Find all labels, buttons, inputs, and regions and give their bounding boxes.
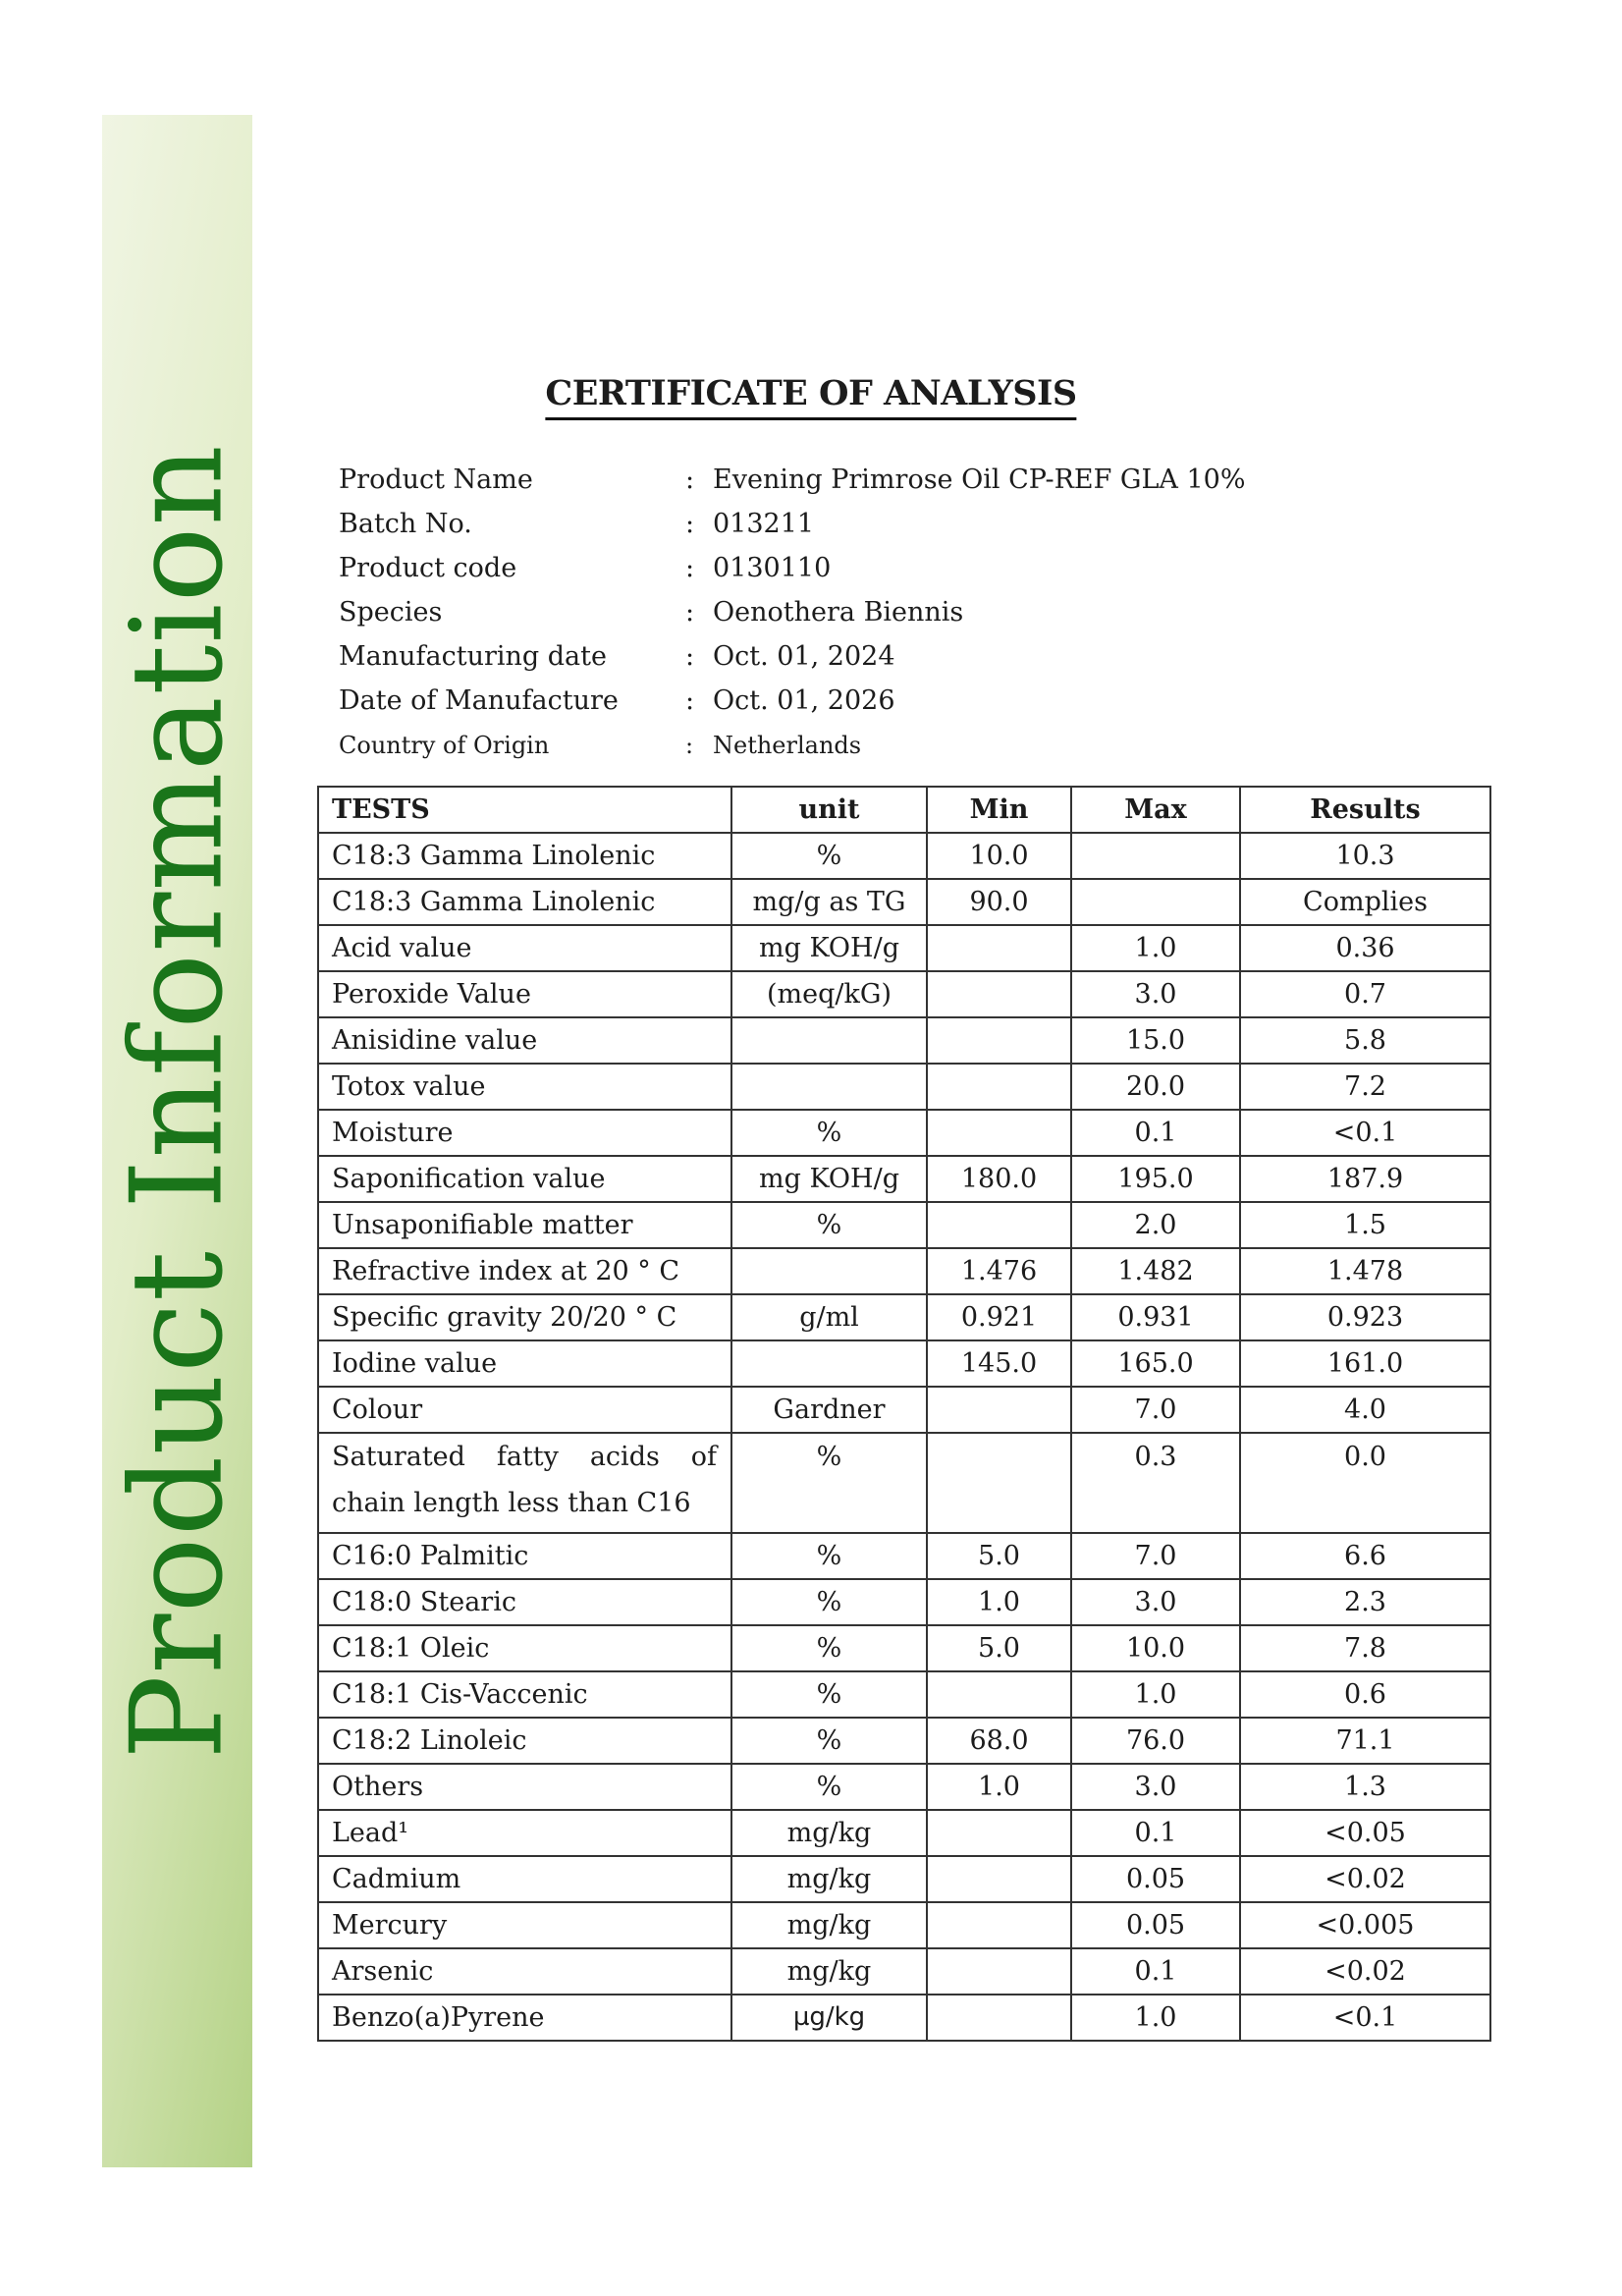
cell-test: Others xyxy=(318,1764,731,1810)
cell-max: 0.3 xyxy=(1071,1433,1240,1533)
cell-min xyxy=(927,1110,1071,1156)
product-info-label: Species xyxy=(339,597,443,628)
cell-max: 0.05 xyxy=(1071,1902,1240,1948)
header-results: Results xyxy=(1240,787,1490,833)
cell-max: 0.1 xyxy=(1071,1948,1240,1995)
table-row xyxy=(318,1064,1490,1110)
table-row xyxy=(318,879,1490,925)
cell-min xyxy=(927,1017,1071,1064)
cell-min xyxy=(927,1671,1071,1718)
cell-min xyxy=(927,1064,1071,1110)
cell-test: C16:0 Palmitic xyxy=(318,1533,731,1579)
cell-test: Unsaponifiable matter xyxy=(318,1202,731,1248)
cell-unit xyxy=(731,1248,927,1294)
cell-unit: % xyxy=(731,1433,927,1533)
cell-unit: mg KOH/g xyxy=(731,925,927,971)
cell-max: 10.0 xyxy=(1071,1625,1240,1671)
product-info-label: Product code xyxy=(339,553,517,583)
cell-results: 1.5 xyxy=(1240,1202,1490,1248)
coa-table xyxy=(317,786,1491,2042)
cell-test: C18:3 Gamma Linolenic xyxy=(318,833,731,879)
product-info-value: Oenothera Biennis xyxy=(713,597,964,628)
cell-min xyxy=(927,925,1071,971)
cell-results: 10.3 xyxy=(1240,833,1490,879)
product-info-row xyxy=(339,458,1246,502)
cell-max: 20.0 xyxy=(1071,1064,1240,1110)
cell-unit: mg/g as TG xyxy=(731,879,927,925)
cell-test: Iodine value xyxy=(318,1340,731,1387)
cell-test: Benzo(a)Pyrene xyxy=(318,1995,731,2041)
header-unit: unit xyxy=(731,787,927,833)
product-info xyxy=(339,458,1246,767)
cell-min: 5.0 xyxy=(927,1533,1071,1579)
cell-test: Specific gravity 20/20 ° C xyxy=(318,1294,731,1340)
cell-unit: % xyxy=(731,1764,927,1810)
product-information-banner xyxy=(102,115,252,2167)
cell-test: C18:1 Cis-Vaccenic xyxy=(318,1671,731,1718)
table-row xyxy=(318,925,1490,971)
product-info-value: Oct. 01, 2026 xyxy=(713,685,895,716)
cell-min: 1.0 xyxy=(927,1764,1071,1810)
cell-results: Complies xyxy=(1240,879,1490,925)
table-row xyxy=(318,1671,1490,1718)
table-row xyxy=(318,1718,1490,1764)
table-header-row xyxy=(318,787,1490,833)
cell-test: Peroxide Value xyxy=(318,971,731,1017)
table-row xyxy=(318,1340,1490,1387)
product-info-row xyxy=(339,634,1246,679)
colon-separator: : xyxy=(685,509,695,539)
cell-results: 0.923 xyxy=(1240,1294,1490,1340)
colon-separator: : xyxy=(685,597,695,628)
table-row xyxy=(318,971,1490,1017)
product-info-value: Oct. 01, 2024 xyxy=(713,641,895,672)
product-info-value: 0130110 xyxy=(713,553,832,583)
cell-max: 1.0 xyxy=(1071,925,1240,971)
cell-unit: % xyxy=(731,1110,927,1156)
cell-unit: % xyxy=(731,1718,927,1764)
cell-min xyxy=(927,1433,1071,1533)
cell-test: C18:3 Gamma Linolenic xyxy=(318,879,731,925)
header-min: Min xyxy=(927,787,1071,833)
cell-results: 0.0 xyxy=(1240,1433,1490,1533)
cell-min xyxy=(927,1948,1071,1995)
cell-unit xyxy=(731,1064,927,1110)
colon-separator: : xyxy=(685,641,695,672)
cell-test: Anisidine value xyxy=(318,1017,731,1064)
cell-results: 5.8 xyxy=(1240,1017,1490,1064)
cell-test: C18:0 Stearic xyxy=(318,1579,731,1625)
cell-max: 0.1 xyxy=(1071,1810,1240,1856)
product-info-label: Country of Origin xyxy=(339,731,550,759)
cell-unit: Gardner xyxy=(731,1387,927,1433)
cell-max: 1.0 xyxy=(1071,1995,1240,2041)
product-info-label: Manufacturing date xyxy=(339,641,607,672)
cell-unit: µg/kg xyxy=(731,1995,927,2041)
cell-min: 1.0 xyxy=(927,1579,1071,1625)
cell-results: <0.05 xyxy=(1240,1810,1490,1856)
cell-unit: mg KOH/g xyxy=(731,1156,927,1202)
cell-max: 1.0 xyxy=(1071,1671,1240,1718)
cell-min xyxy=(927,1995,1071,2041)
table-row xyxy=(318,1579,1490,1625)
cell-max: 7.0 xyxy=(1071,1387,1240,1433)
colon-separator: : xyxy=(685,731,694,759)
cell-max: 7.0 xyxy=(1071,1533,1240,1579)
cell-min xyxy=(927,1202,1071,1248)
cell-results: 7.2 xyxy=(1240,1064,1490,1110)
cell-max: 3.0 xyxy=(1071,1579,1240,1625)
cell-results: 2.3 xyxy=(1240,1579,1490,1625)
cell-max: 76.0 xyxy=(1071,1718,1240,1764)
cell-unit: % xyxy=(731,1671,927,1718)
cell-results: <0.005 xyxy=(1240,1902,1490,1948)
table-row xyxy=(318,1294,1490,1340)
cell-max: 0.1 xyxy=(1071,1110,1240,1156)
cell-min: 145.0 xyxy=(927,1340,1071,1387)
cell-unit: % xyxy=(731,1579,927,1625)
cell-unit: % xyxy=(731,1533,927,1579)
colon-separator: : xyxy=(685,465,695,495)
product-info-label: Date of Manufacture xyxy=(339,685,619,716)
product-info-label: Product Name xyxy=(339,465,533,495)
table-row xyxy=(318,1856,1490,1902)
table-row xyxy=(318,1625,1490,1671)
cell-min: 1.476 xyxy=(927,1248,1071,1294)
product-info-label: Batch No. xyxy=(339,509,472,539)
product-info-value: 013211 xyxy=(713,509,815,539)
header-tests: TESTS xyxy=(318,787,731,833)
cell-unit: % xyxy=(731,1625,927,1671)
cell-max: 15.0 xyxy=(1071,1017,1240,1064)
cell-test: Saponification value xyxy=(318,1156,731,1202)
cell-test: Lead¹ xyxy=(318,1810,731,1856)
cell-min: 5.0 xyxy=(927,1625,1071,1671)
cell-results: 7.8 xyxy=(1240,1625,1490,1671)
cell-test: Colour xyxy=(318,1387,731,1433)
cell-test: C18:1 Oleic xyxy=(318,1625,731,1671)
table-row xyxy=(318,1110,1490,1156)
cell-max: 1.482 xyxy=(1071,1248,1240,1294)
cell-max: 2.0 xyxy=(1071,1202,1240,1248)
cell-results: 71.1 xyxy=(1240,1718,1490,1764)
cell-results: 0.36 xyxy=(1240,925,1490,971)
cell-results: 6.6 xyxy=(1240,1533,1490,1579)
product-info-value: Evening Primrose Oil CP-REF GLA 10% xyxy=(713,465,1246,495)
cell-min xyxy=(927,971,1071,1017)
cell-test: Saturated fatty acids of chain length less than C16 xyxy=(318,1433,731,1533)
cell-min: 68.0 xyxy=(927,1718,1071,1764)
cell-test: Mercury xyxy=(318,1902,731,1948)
cell-test: Acid value xyxy=(318,925,731,971)
product-info-row xyxy=(339,590,1246,634)
cell-min xyxy=(927,1902,1071,1948)
cell-max xyxy=(1071,833,1240,879)
cell-unit: % xyxy=(731,833,927,879)
cell-unit: mg/kg xyxy=(731,1902,927,1948)
table-row xyxy=(318,1764,1490,1810)
cell-min xyxy=(927,1387,1071,1433)
cell-results: 187.9 xyxy=(1240,1156,1490,1202)
cell-min: 180.0 xyxy=(927,1156,1071,1202)
table-row xyxy=(318,1533,1490,1579)
table-row xyxy=(318,833,1490,879)
cell-results: 1.3 xyxy=(1240,1764,1490,1810)
cell-max: 0.05 xyxy=(1071,1856,1240,1902)
cell-unit xyxy=(731,1340,927,1387)
cell-unit: mg/kg xyxy=(731,1810,927,1856)
cell-min: 90.0 xyxy=(927,879,1071,925)
cell-unit: mg/kg xyxy=(731,1948,927,1995)
cell-test: Arsenic xyxy=(318,1948,731,1995)
cell-unit xyxy=(731,1017,927,1064)
cell-unit: mg/kg xyxy=(731,1856,927,1902)
colon-separator: : xyxy=(685,553,695,583)
cell-max: 3.0 xyxy=(1071,971,1240,1017)
cell-min xyxy=(927,1810,1071,1856)
product-info-row xyxy=(339,679,1246,723)
table-row xyxy=(318,1156,1490,1202)
cell-results: 1.478 xyxy=(1240,1248,1490,1294)
cell-max xyxy=(1071,879,1240,925)
cell-results: 161.0 xyxy=(1240,1340,1490,1387)
cell-max: 195.0 xyxy=(1071,1156,1240,1202)
cell-unit: % xyxy=(731,1202,927,1248)
coa-table-body xyxy=(318,833,1490,2041)
cell-results: <0.1 xyxy=(1240,1995,1490,2041)
cell-unit: (meq/kG) xyxy=(731,971,927,1017)
cell-results: 0.6 xyxy=(1240,1671,1490,1718)
cell-unit: g/ml xyxy=(731,1294,927,1340)
product-info-value: Netherlands xyxy=(713,731,862,759)
cell-test: Refractive index at 20 ° C xyxy=(318,1248,731,1294)
cell-max: 0.931 xyxy=(1071,1294,1240,1340)
cell-max: 165.0 xyxy=(1071,1340,1240,1387)
cell-test: Totox value xyxy=(318,1064,731,1110)
product-info-row xyxy=(339,502,1246,546)
table-row xyxy=(318,1387,1490,1433)
cell-max: 3.0 xyxy=(1071,1764,1240,1810)
product-info-row xyxy=(339,723,1246,767)
table-row xyxy=(318,1248,1490,1294)
table-row xyxy=(318,1995,1490,2041)
header-max: Max xyxy=(1071,787,1240,833)
cell-min: 10.0 xyxy=(927,833,1071,879)
table-row xyxy=(318,1202,1490,1248)
cell-test: Moisture xyxy=(318,1110,731,1156)
cell-results: <0.1 xyxy=(1240,1110,1490,1156)
table-row xyxy=(318,1433,1490,1533)
cell-results: <0.02 xyxy=(1240,1856,1490,1902)
page-title: CERTIFICATE OF ANALYSIS xyxy=(545,373,1076,420)
table-row xyxy=(318,1902,1490,1948)
sidebar-vertical-title: Product Information xyxy=(104,444,250,1760)
cell-results: 4.0 xyxy=(1240,1387,1490,1433)
table-row xyxy=(318,1948,1490,1995)
table-row xyxy=(318,1810,1490,1856)
cell-results: <0.02 xyxy=(1240,1948,1490,1995)
table-row xyxy=(318,1017,1490,1064)
cell-min xyxy=(927,1856,1071,1902)
cell-min: 0.921 xyxy=(927,1294,1071,1340)
cell-test: C18:2 Linoleic xyxy=(318,1718,731,1764)
cell-results: 0.7 xyxy=(1240,971,1490,1017)
cell-test: Cadmium xyxy=(318,1856,731,1902)
product-info-row xyxy=(339,546,1246,590)
colon-separator: : xyxy=(685,685,695,716)
